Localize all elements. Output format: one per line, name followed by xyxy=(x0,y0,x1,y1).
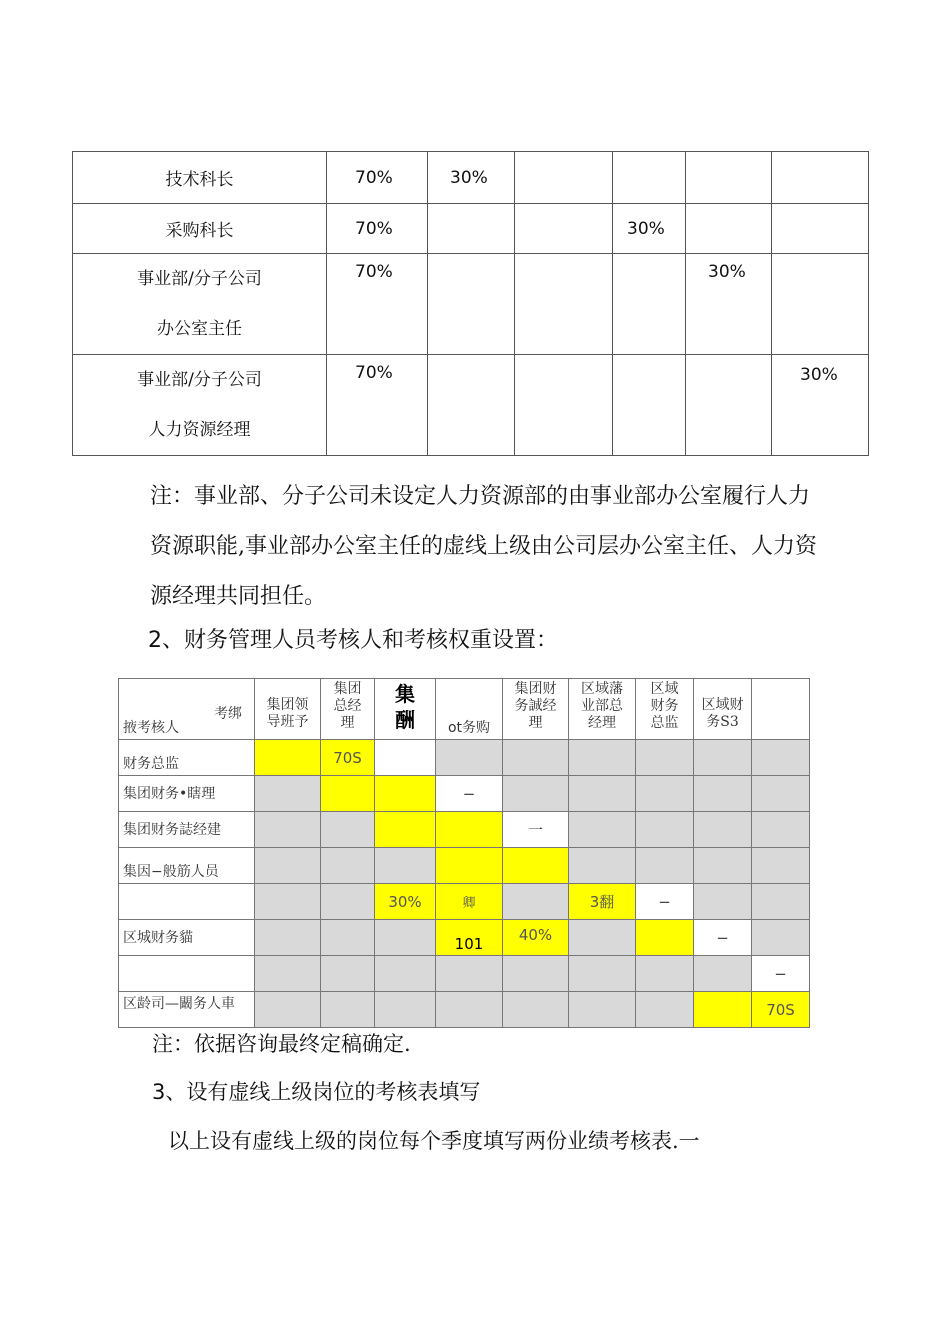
weight-cell xyxy=(255,956,321,992)
weight-cell xyxy=(569,740,636,776)
position-cell: 采购科长 xyxy=(73,204,327,254)
row-label: 集团财务•瞎理 xyxy=(119,776,255,812)
note-line: 源经理共同担任。 xyxy=(150,584,327,609)
table-row xyxy=(119,812,810,848)
weight-cell: 30% xyxy=(613,204,686,254)
weight-cell xyxy=(321,848,375,884)
weight-cell: − xyxy=(752,956,810,992)
note-paragraph xyxy=(150,472,817,622)
weight-cell: 70% xyxy=(327,254,428,355)
weight-cell xyxy=(321,884,375,920)
weight-cell xyxy=(694,848,752,884)
weight-cell xyxy=(752,884,810,920)
header-cell: 区域藩 业部总 经理 xyxy=(569,679,636,740)
weight-cell xyxy=(503,884,569,920)
weight-cell xyxy=(255,812,321,848)
table-row xyxy=(73,355,869,456)
weight-cell xyxy=(436,740,503,776)
position-weight-table-upper xyxy=(72,151,869,456)
weight-cell xyxy=(636,992,694,1028)
header-cell xyxy=(752,679,810,740)
weight-cell xyxy=(636,740,694,776)
weight-cell xyxy=(569,776,636,812)
weight-cell xyxy=(613,355,686,456)
weight-cell xyxy=(752,848,810,884)
weight-cell: 101 xyxy=(436,920,503,956)
weight-cell: 一 xyxy=(503,812,569,848)
weight-cell xyxy=(255,920,321,956)
weight-cell xyxy=(436,992,503,1028)
weight-cell: − xyxy=(436,776,503,812)
table-row xyxy=(119,740,810,776)
weight-cell xyxy=(569,956,636,992)
weight-cell xyxy=(515,254,613,355)
section-heading: 2、财务管理人员考核人和考核权重设置： xyxy=(148,628,559,653)
weight-cell xyxy=(321,992,375,1028)
header-cell: 集团 总经 理 xyxy=(321,679,375,740)
table-row xyxy=(73,152,869,204)
weight-cell xyxy=(613,152,686,204)
weight-cell xyxy=(694,884,752,920)
row-label: 财务总监 xyxy=(119,740,255,776)
weight-cell xyxy=(694,992,752,1028)
weight-cell xyxy=(321,776,375,812)
weight-cell xyxy=(569,920,636,956)
weight-cell xyxy=(694,740,752,776)
weight-cell xyxy=(515,152,613,204)
weight-cell xyxy=(255,884,321,920)
weight-cell xyxy=(636,812,694,848)
weight-cell xyxy=(772,254,869,355)
weight-cell xyxy=(752,776,810,812)
header-cell: 区域 财务 总监 xyxy=(636,679,694,740)
weight-cell: 40% xyxy=(503,920,569,956)
table-row xyxy=(119,992,810,1028)
weight-cell: 70S xyxy=(752,992,810,1028)
weight-cell xyxy=(686,204,772,254)
position-cell: 事业部/分子公司 人力资源经理 xyxy=(73,355,327,456)
weight-cell: 30% xyxy=(428,152,515,204)
row-label xyxy=(119,956,255,992)
weight-cell xyxy=(636,848,694,884)
position-cell: 技术科长 xyxy=(73,152,327,204)
note-line: 注：依据咨询最终定稿确定. xyxy=(152,1032,411,1056)
weight-cell: 30% xyxy=(686,254,772,355)
weight-cell xyxy=(375,920,436,956)
weight-cell: 70% xyxy=(327,152,428,204)
section-heading: 3、设有虚线上级岗位的考核表填写 xyxy=(152,1080,481,1104)
header-cell: 集团领 导班予 xyxy=(255,679,321,740)
weight-cell: 30% xyxy=(375,884,436,920)
weight-cell xyxy=(255,776,321,812)
weight-cell xyxy=(694,956,752,992)
row-label: 集因−般筋人员 xyxy=(119,848,255,884)
weight-cell xyxy=(375,740,436,776)
table-row xyxy=(73,204,869,254)
weight-cell: 卿 xyxy=(436,884,503,920)
weight-cell xyxy=(503,992,569,1028)
weight-cell xyxy=(636,776,694,812)
weight-cell xyxy=(321,920,375,956)
row-label: 集团财务誌经建 xyxy=(119,812,255,848)
weight-cell xyxy=(772,204,869,254)
weight-cell: 70S xyxy=(321,740,375,776)
weight-cell xyxy=(515,204,613,254)
body-paragraph: 以上设有虚线上级的岗位每个季度填写两份业绩考核表.一 xyxy=(168,1129,700,1153)
row-label xyxy=(119,884,255,920)
weight-cell xyxy=(436,848,503,884)
weight-cell xyxy=(375,992,436,1028)
weight-cell xyxy=(503,848,569,884)
weight-cell xyxy=(515,355,613,456)
row-label: 区城财务貓 xyxy=(119,920,255,956)
weight-cell xyxy=(321,812,375,848)
weight-cell xyxy=(752,812,810,848)
weight-cell: − xyxy=(636,884,694,920)
weight-cell xyxy=(636,956,694,992)
weight-cell: 70% xyxy=(327,355,428,456)
weight-cell xyxy=(752,740,810,776)
position-cell: 事业部/分子公司 办公室主任 xyxy=(73,254,327,355)
note-line: 注：事业部、分子公司未设定人力资源部的由事业部办公室履行人力 xyxy=(150,484,811,509)
weight-cell xyxy=(428,355,515,456)
weight-cell: − xyxy=(694,920,752,956)
row-label: 区龄司—闞务人車 xyxy=(119,992,255,1028)
table-row xyxy=(119,920,810,956)
weight-cell xyxy=(772,152,869,204)
table-row xyxy=(119,776,810,812)
header-cell: ot务购 xyxy=(436,679,503,740)
weight-cell xyxy=(375,956,436,992)
weight-cell xyxy=(255,740,321,776)
header-cell: 集 酬 xyxy=(375,679,436,740)
table-row xyxy=(73,254,869,355)
weight-cell: 3翻 xyxy=(569,884,636,920)
weight-cell xyxy=(428,204,515,254)
weight-cell xyxy=(321,956,375,992)
table-row xyxy=(119,848,810,884)
header-row xyxy=(119,679,810,740)
weight-cell xyxy=(503,740,569,776)
note-line: 资源职能,事业部办公室主任的虚线上级由公司层办公室主任、人力资 xyxy=(150,534,817,559)
weight-cell xyxy=(375,848,436,884)
weight-cell xyxy=(686,355,772,456)
weight-cell xyxy=(569,812,636,848)
header-cell: 区域财 务S3 xyxy=(694,679,752,740)
weight-cell xyxy=(375,776,436,812)
weight-cell xyxy=(436,812,503,848)
weight-cell xyxy=(503,956,569,992)
weight-cell xyxy=(436,956,503,992)
weight-cell xyxy=(569,848,636,884)
finance-assessment-table xyxy=(118,678,810,1028)
weight-cell xyxy=(255,848,321,884)
weight-cell xyxy=(375,812,436,848)
weight-cell xyxy=(503,776,569,812)
weight-cell xyxy=(694,776,752,812)
weight-cell xyxy=(613,254,686,355)
weight-cell xyxy=(636,920,694,956)
table-row xyxy=(119,884,810,920)
weight-cell xyxy=(255,992,321,1028)
header-cell: 集团财 务誠经 理 xyxy=(503,679,569,740)
table-row xyxy=(119,956,810,992)
weight-cell: 30% xyxy=(772,355,869,456)
weight-cell xyxy=(694,812,752,848)
weight-cell: 70% xyxy=(327,204,428,254)
corner-header-cell: 考绑 掖考核人 xyxy=(119,679,255,740)
weight-cell xyxy=(752,920,810,956)
weight-cell xyxy=(686,152,772,204)
weight-cell xyxy=(428,254,515,355)
weight-cell xyxy=(569,992,636,1028)
